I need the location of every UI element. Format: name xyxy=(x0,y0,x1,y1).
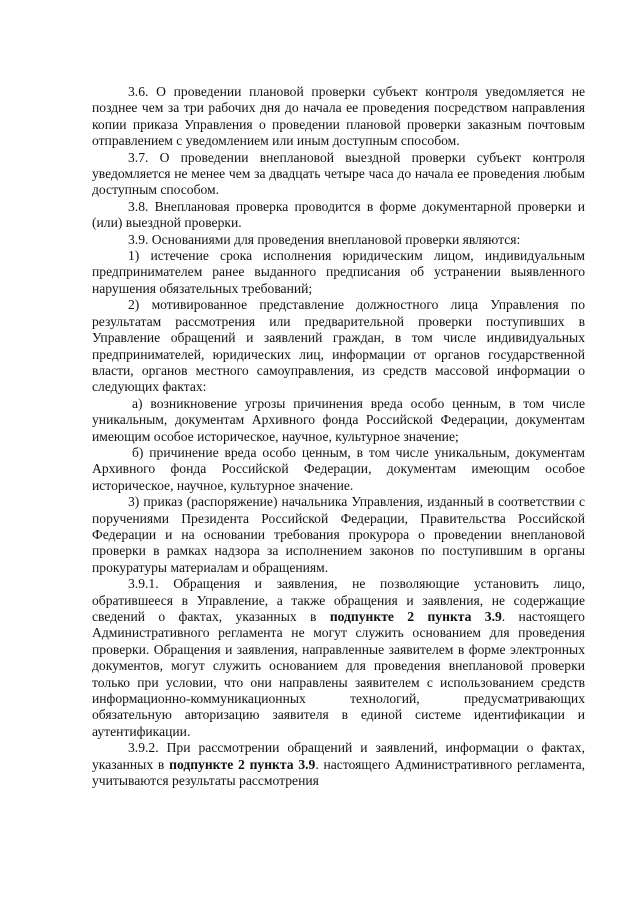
paragraph-p-3-7 xyxy=(92,150,585,199)
paragraph-p-3-9-2-text xyxy=(92,740,585,789)
document-page xyxy=(92,84,585,789)
paragraph-text: 1) истечение срока исполнения юридическим лицом, индивидуальным предпринимателем ранее выданного предписания об устранении выявленного нарушения обязательных требований; xyxy=(92,248,585,296)
paragraph-text: 3.8. Внеплановая проверка проводится в форме документарной проверки и (или) выездной проверки. xyxy=(92,198,585,231)
paragraph-p-3-9-1 xyxy=(92,248,585,297)
paragraph-p-3-8 xyxy=(92,199,585,232)
paragraph-text: 3.9. Основаниями для проведения внеплановой проверки являются: xyxy=(128,231,521,247)
paragraph-p-3-9-3 xyxy=(92,494,585,576)
paragraph-p-3-9 xyxy=(92,232,585,248)
paragraph-text: 3.9.1. Обращения и заявления, не позволяющие установить лицо, обратившееся в Управление, а также обращения и заявления, не содержащие сведений о фактах, указанных в xyxy=(92,576,585,624)
paragraph-text: . настоящего Административного регламента не могут служить основанием для проведения проверки. Обращения и заявления, направленные заявителем в форме электронных документов, могут служить основанием для проведения внеплановой проверки только при условии, что они направлены заявителем с использованием средств информационно-коммуникационных технологий, предусматривающих обязательную авторизацию заявителя в единой системе идентификации и аутентификации. xyxy=(92,609,585,739)
paragraph-p-3-9-1-text xyxy=(92,576,585,740)
paragraph-text: 3.7. О проведении внеплановой выездной проверки субъект контроля уведомляется не менее чем за двадцать четыре часа до начала ее проведения любым доступным способом. xyxy=(92,149,585,198)
paragraph-text: 3) приказ (распоряжение) начальника Управления, изданный в соответствии с поручениями Президента Российской Федерации, Правительства Российской Федерации и на основании требования прокурора о проведении внеплановой проверки в рамках надзора за исполнением законов по поступившим в органы прокуратуры материалам и обращениям. xyxy=(92,494,585,575)
bold-reference: подпункте 2 пункта 3.9 xyxy=(169,756,316,772)
paragraph-text: б) причинение вреда особо ценным, в том числе уникальным, документам Архивного фонда Российской Федерации, документам имеющим особое историческое, научное, культурное значение. xyxy=(92,444,585,493)
paragraph-p-3-6 xyxy=(92,84,585,150)
paragraph-p-3-9-2-b xyxy=(92,445,585,494)
paragraph-text: а) возникновение угрозы причинения вреда особо ценным, в том числе уникальным, документам Архивного фонда Российской Федерации, документам имеющим особое историческое, научное, культурное значение; xyxy=(92,395,585,444)
bold-reference: подпункте 2 пункта 3.9 xyxy=(329,609,502,624)
paragraph-text: 2) мотивированное представление должностного лица Управления по результатам рассмотрения или предварительной проверки поступивших в Управление обращений и заявлений граждан, в том числе индивидуальных предпринимателей, юридических лиц, информации от органов государственной власти, органов местного самоуправления, из средств массовой информации о следующих фактах: xyxy=(92,297,585,395)
paragraph-p-3-9-2-a xyxy=(92,396,585,445)
paragraph-text: . настоящего Административного регламента, учитываются результаты рассмотрения xyxy=(92,756,585,789)
paragraph-p-3-9-2 xyxy=(92,297,585,395)
paragraph-text: 3.9.2. При рассмотрении обращений и заявлений, информации о фактах, указанных в xyxy=(92,740,585,772)
paragraph-text: 3.6. О проведении плановой проверки субъект контроля уведомляется не позднее чем за три рабочих дня до начала ее проведения посредством направления копии приказа Управления о проведении плановой проверки заказным почтовым отправлением с уведомлением или иным доступным способом. xyxy=(92,84,585,149)
